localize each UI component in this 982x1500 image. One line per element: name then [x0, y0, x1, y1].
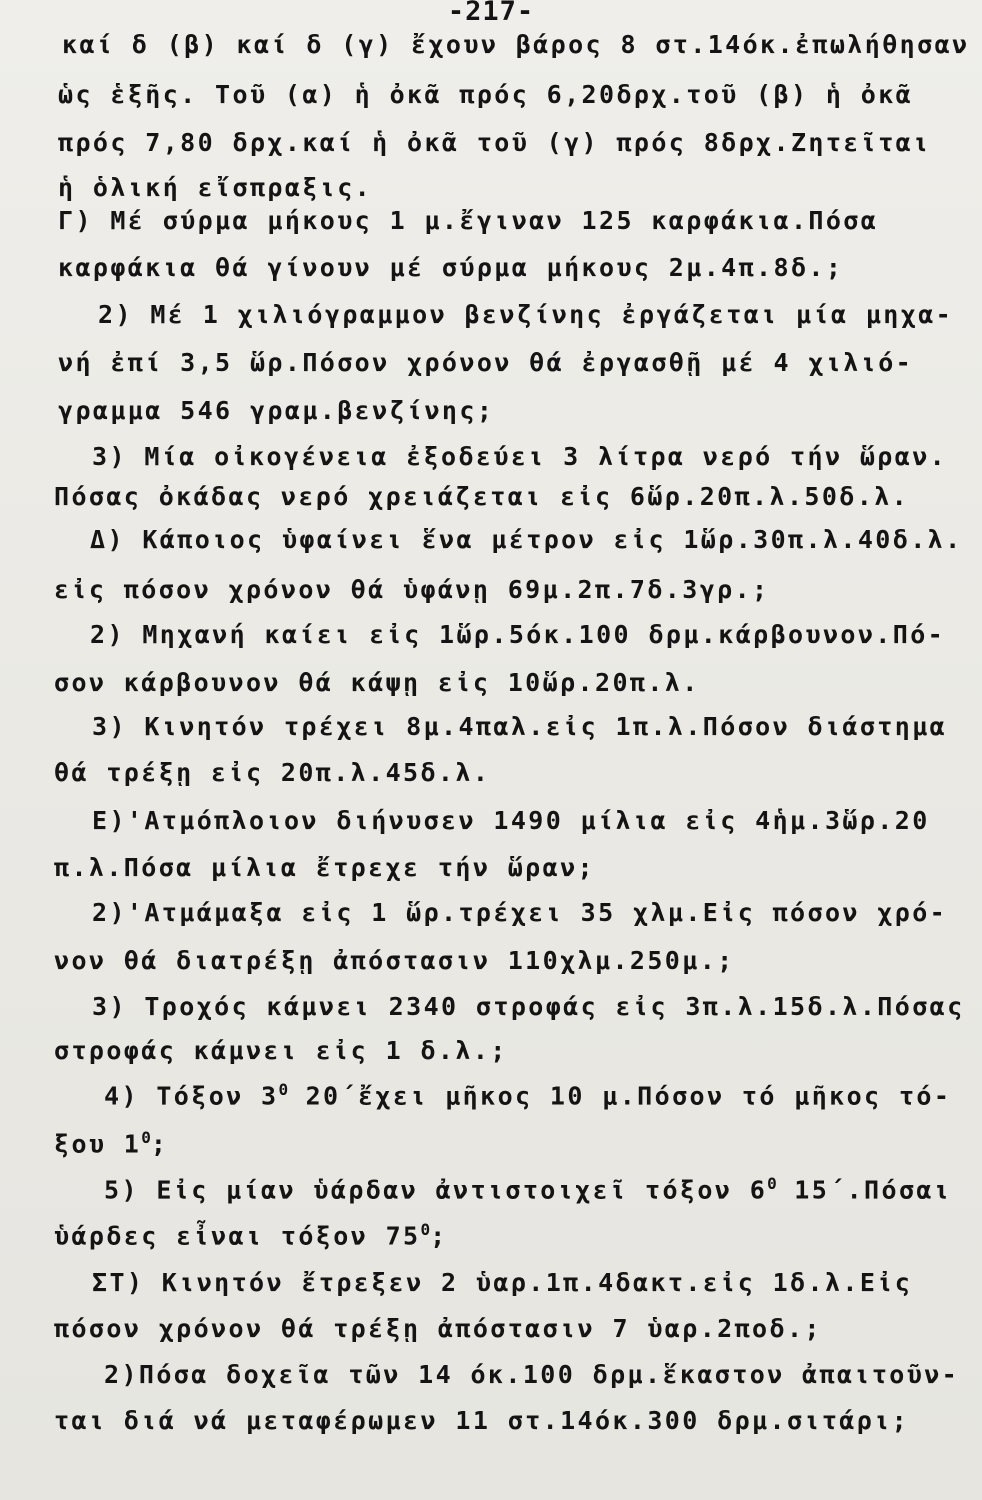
text-line: Δ) Κάποιος ὑφαίνει ἕνα μέτρον εἰς 1ὥρ.30π.λ.40δ.λ.	[90, 525, 963, 554]
text-line: ὡς ἑξῆς. Τοῦ (α) ἡ ὀκᾶ πρός 6,20δρχ.τοῦ (β) ἡ ὀκᾶ	[58, 80, 914, 109]
text-segment: 20΄ἔχει μῆκος 10 μ.Πόσον τό μῆκος τό-	[288, 1081, 952, 1111]
text-line: στροφάς κάμνει εἰς 1 δ.λ.;	[54, 1036, 508, 1065]
text-line: νον θά διατρέξῃ ἀπόστασιν 110χλμ.250μ.;	[54, 946, 735, 975]
text-line: 2)'Ατμάμαξα εἰς 1 ὥρ.τρέχει 35 χλμ.Εἰς πόσον χρό-	[92, 898, 948, 927]
text-line: καί δ (β) καί δ (γ) ἔχουν βάρος 8 στ.14όκ.ἐπωλήθησαν	[62, 30, 970, 59]
degree-superscript: 0	[141, 1128, 151, 1147]
text-line: σον κάρβουνον θά κάψῃ εἰς 10ὥρ.20π.λ.	[54, 668, 700, 697]
text-segment: 4) Τόξον 3	[104, 1081, 279, 1111]
text-line: θά τρέξῃ εἰς 20π.λ.45δ.λ.	[54, 758, 491, 787]
text-line: π.λ.Πόσα μίλια ἔτρεχε τήν ὥραν;	[54, 853, 595, 882]
text-line: 2) Μηχανή καίει εἰς 1ὥρ.5όκ.100 δρμ.κάρβουνον.Πό-	[90, 620, 946, 649]
degree-superscript: 0	[278, 1080, 289, 1099]
degree-superscript: 0	[420, 1220, 431, 1239]
text-line	[54, 1220, 448, 1251]
page-number: -217-	[447, 0, 535, 27]
text-segment: ξου 1	[54, 1129, 142, 1159]
text-line	[104, 1174, 952, 1205]
text-line	[104, 1080, 952, 1111]
text-line: καρφάκια θά γίνουν μέ σύρμα μήκους 2μ.4π.8δ.;	[58, 253, 844, 282]
text-line: ΣΤ) Κινητόν ἔτρεξεν 2 ὑαρ.1π.4δακτ.εἰς 1δ.λ.Εἰς	[92, 1268, 913, 1297]
text-segment: 15΄.Πόσαι	[776, 1175, 952, 1205]
text-line: 3) Μία οἰκογένεια ἐξοδεύει 3 λίτρα νερό τήν ὥραν.	[92, 442, 948, 471]
text-line: 3) Κινητόν τρέχει 8μ.4παλ.εἰς 1π.λ.Πόσον διάστημα	[92, 712, 948, 741]
text-line: 2)Πόσα δοχεῖα τῶν 14 όκ.100 δρμ.ἕκαστον ἀπαιτοῦν-	[104, 1360, 960, 1389]
text-line: πόσον χρόνον θά τρέξῃ ἀπόστασιν 7 ὑαρ.2ποδ.;	[54, 1314, 822, 1343]
text-segment: ;	[150, 1129, 169, 1159]
text-line: Πόσας ὀκάδας νερό χρειάζεται εἰς 6ὥρ.20π.λ.50δ.λ.	[54, 482, 910, 511]
text-line: γραμμα 546 γραμ.βενζίνης;	[58, 396, 495, 425]
text-line: ται διά νά μεταφέρωμεν 11 στ.14όκ.300 δρμ.σιτάρι;	[54, 1406, 910, 1435]
text-segment: 5) Εἰς μίαν ὑάρδαν ἀντιστοιχεῖ τόξον 6	[104, 1175, 768, 1205]
text-line: εἰς πόσον χρόνον θά ὑφάνῃ 69μ.2π.7δ.3γρ.;	[54, 575, 770, 604]
text-segment: ;	[430, 1221, 448, 1251]
text-line: 3) Τροχός κάμνει 2340 στροφάς εἰς 3π.λ.15δ.λ.Πόσας	[92, 992, 965, 1021]
text-line: πρός 7,80 δρχ.καί ἡ ὀκᾶ τοῦ (γ) πρός 8δρχ.Ζητεῖται	[58, 128, 931, 157]
text-line: νή ἐπί 3,5 ὥρ.Πόσον χρόνον θά ἐργασθῇ μέ 4 χιλιό-	[58, 348, 914, 377]
text-line: Γ) Μέ σύρμα μήκους 1 μ.ἔγιναν 125 καρφάκια.Πόσα	[58, 206, 879, 235]
text-line	[54, 1128, 169, 1159]
text-line: ἡ ὁλική εἴσπραξις.	[58, 173, 373, 202]
degree-superscript: 0	[767, 1174, 777, 1193]
text-line: Ε)'Ατμόπλοιον διήνυσεν 1490 μίλια εἰς 4ἡμ.3ὥρ.20	[92, 806, 930, 835]
text-line: 2) Μέ 1 χιλιόγραμμον βενζίνης ἐργάζεται μία μηχα-	[98, 300, 954, 329]
text-segment: ὑάρδες εἶναι τόξον 75	[54, 1221, 421, 1251]
